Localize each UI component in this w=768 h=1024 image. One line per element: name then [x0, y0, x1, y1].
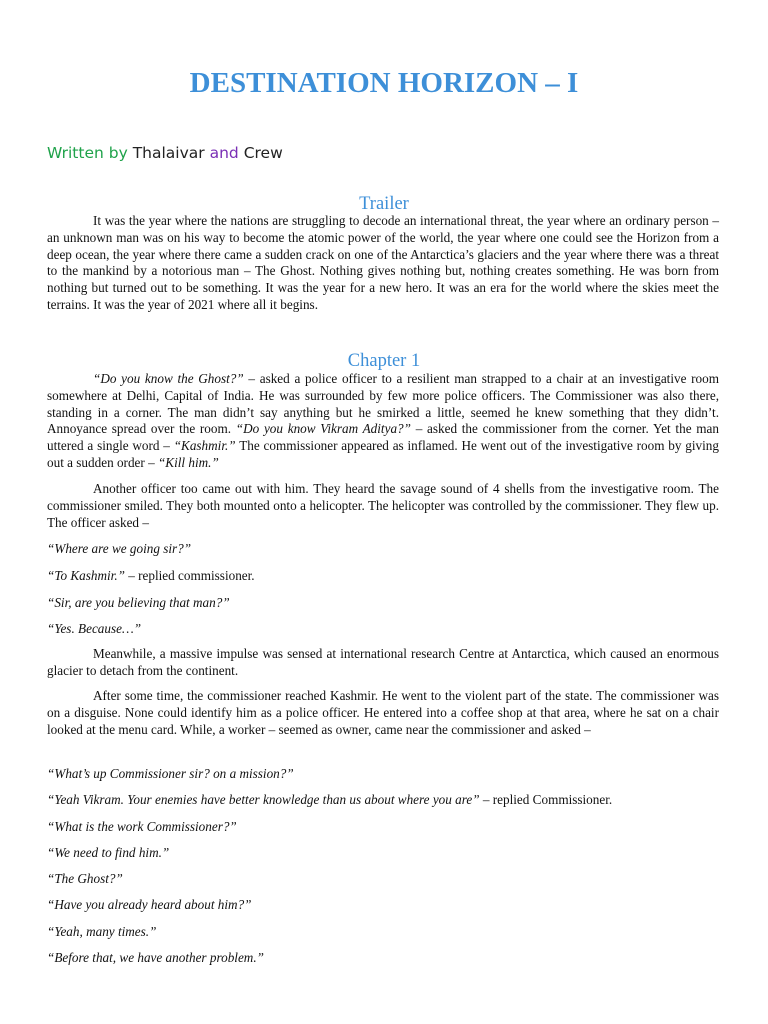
dialogue-line-5: “What’s up Commissioner sir? on a mission?” — [47, 766, 294, 781]
dialogue-line-2-text: – replied commissioner. — [124, 568, 255, 583]
byline — [47, 142, 283, 164]
trailer-heading: Trailer — [359, 194, 409, 214]
quote-kill-him: “Kill him.” — [157, 454, 219, 470]
paragraph-1-text-3: The commissioner appeared as inflamed. He went out of the investigative room by giving out a sudden order – — [47, 438, 719, 470]
paragraph-1-text-1: – asked a police officer to a resilient man strapped to a chair at an investigative room somewhere at Delhi, Capital of India. He was surrounded by few more police officers. The Commissioner was also there, standing in a corner. The man didn’t say anything but he smirked a little, seemed he knew something that they didn’t. Annoyance spread over the room. — [47, 371, 719, 437]
dialogue-line-12: “Before that, we have another problem.” — [47, 950, 264, 965]
dialogue-line-10: “Have you already heard about him?” — [47, 897, 252, 912]
trailer-paragraph: It was the year where the nations are struggling to decode an international threat, the year where an ordinary person – an unknown man was on his way to become the atomic power of the world, the year where one could see the Horizon from a deep ocean, the year where there came a sudden crack on one of the Antarctica’s glaciers and the year where there was a threat to the mankind by a notorious man – The Ghost. Nothing gives nothing but, nothing creates something. He was born from nothing but turned out to be something. It was the year for a new hero. It was an era for the world where the skies meet the terrains. It was the year of 2021 where all it begins. — [47, 213, 719, 312]
byline-and: and — [209, 144, 239, 162]
dialogue-line-6-quote: “Yeah Vikram. Your enemies have better knowledge than us about where you are” — [47, 792, 480, 807]
dialogue-line-7: “What is the work Commissioner?” — [47, 819, 237, 834]
dialogue-line-6 — [47, 791, 737, 808]
chapter-1-heading: Chapter 1 — [347, 351, 421, 371]
dialogue-line-3: “Sir, are you believing that man?” — [47, 595, 230, 610]
byline-written-by: Written by — [47, 144, 128, 162]
byline-author-1: Thalaivar — [132, 144, 205, 162]
dialogue-line-4: “Yes. Because…” — [47, 621, 142, 636]
quote-kashmir: “Kashmir.” — [173, 438, 236, 454]
dialogue-line-8: “We need to find him.” — [47, 845, 170, 860]
chapter-1-paragraph-2: Another officer too came out with him. They heard the savage sound of 4 shells from the investigative room. The commissioner smiled. They both mounted onto a helicopter. The helicopter was controlled by the commissioner. They flew up. The officer asked – — [47, 481, 719, 530]
byline-author-2: Crew — [243, 144, 283, 162]
dialogue-line-1: “Where are we going sir?” — [47, 541, 192, 556]
dialogue-line-6-text: – replied Commissioner. — [479, 792, 613, 807]
quote-ghost: “Do you know the Ghost?” — [93, 371, 244, 386]
quote-vikram: “Do you know Vikram Aditya?” — [235, 421, 411, 437]
chapter-1-paragraph-1 — [47, 371, 719, 472]
dialogue-line-2-quote: “To Kashmir.” — [47, 568, 125, 583]
paragraph-1-text-2: – asked the commissioner from the corner. Yet the man uttered a single word – — [47, 421, 719, 454]
dialogue-line-2 — [47, 567, 737, 584]
dialogue-line-11: “Yeah, many times.” — [47, 924, 157, 939]
dialogue-line-9: “The Ghost?” — [47, 871, 123, 886]
document-title: DESTINATION HORIZON – I — [189, 67, 579, 99]
chapter-1-paragraph-3: Meanwhile, a massive impulse was sensed at international research Centre at Antarctica, which caused an enormous glacier to detach from the continent. — [47, 646, 719, 678]
chapter-1-paragraph-4: After some time, the commissioner reached Kashmir. He went to the violent part of the state. The commissioner was on a disguise. None could identify him as a police officer. He entered into a coffee shop at that area, where he sat on a chair looked at the menu card. While, a worker – seemed as owner, came near the commissioner and asked – — [47, 688, 719, 737]
